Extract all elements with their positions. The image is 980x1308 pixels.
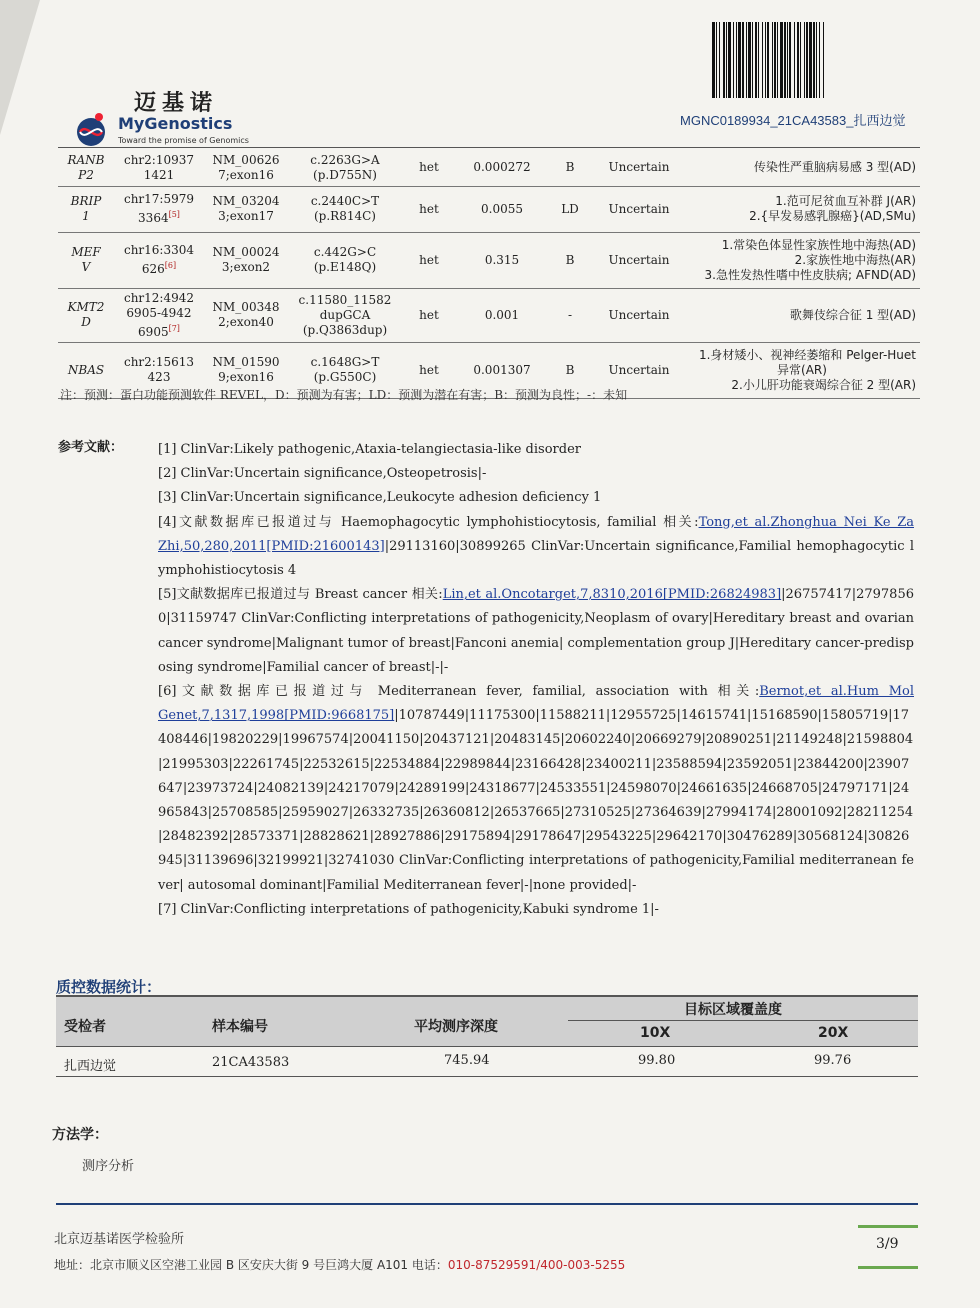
- nucleotide-change-line: (p.E148Q): [313, 260, 377, 274]
- reference-item: [1] ClinVar:Likely pathogenic,Ataxia-telangiectasia-like disorder: [158, 442, 581, 457]
- page-number-bar-bottom: [858, 1266, 918, 1269]
- associated-disease-line: 3.急性发热性嗜中性皮肤病; AFND(AD): [704, 267, 916, 282]
- transcript-line: NM_00626: [212, 152, 280, 167]
- chromosome-position-line: 423: [147, 370, 171, 384]
- clinvar-significance: [592, 186, 686, 232]
- sample-id: MGNC0189934_21CA43583_扎西边觉: [680, 113, 906, 128]
- zygosity-line: het: [419, 307, 439, 322]
- chromosome-position: [114, 232, 204, 288]
- gene-name-line: V: [81, 260, 91, 274]
- nucleotide-change-line: c.442G>C: [313, 245, 377, 259]
- allele-frequency-line: 0.000272: [473, 160, 531, 175]
- header-rule: [58, 147, 920, 148]
- chromosome-position-line: chr12:4942: [123, 290, 195, 305]
- footer-address-text: 地址：北京市顺义区空港工业园 B 区安庆大街 9 号巨鸿大厦 A101 电话：: [54, 1258, 448, 1272]
- zygosity-line: het: [419, 362, 439, 377]
- associated-disease: [686, 342, 920, 398]
- qc-header-sample-no: 样本编号: [212, 1019, 268, 1035]
- reference-marker: [5]: [168, 210, 180, 219]
- transcript-line: 2;exon40: [218, 315, 274, 329]
- associated-disease-line: 2.家族性地中海热(AR): [794, 252, 916, 267]
- chromosome-position: [114, 150, 204, 186]
- folded-corner: [0, 0, 40, 135]
- clinvar-significance-line: Uncertain: [608, 307, 670, 322]
- qc-top-rule: [56, 995, 918, 997]
- gene-name-line: MEF: [71, 245, 101, 259]
- method-title: 方法学：: [52, 1127, 108, 1143]
- nucleotide-change: [288, 232, 402, 288]
- associated-disease-line: 1.常染色体显性家族性地中海热(AD): [721, 237, 916, 252]
- qc-coverage-rule: [568, 1020, 918, 1021]
- clinvar-significance-line: Uncertain: [608, 362, 670, 377]
- references-list: [158, 438, 914, 922]
- transcript-line: 3;exon2: [221, 260, 271, 274]
- prediction-note: 注：预测：蛋白功能预测软件 REVEL，D：预测为有害；LD：预测为潜在有害；B：预测为良性；-：未知: [60, 388, 628, 402]
- prediction: [548, 288, 592, 342]
- nucleotide-change-line: c.1648G>T: [310, 355, 380, 369]
- transcript: [204, 232, 288, 288]
- zygosity: [402, 232, 456, 288]
- page-number-bar-top: [858, 1225, 918, 1228]
- chromosome-position: [114, 288, 204, 342]
- transcript: [204, 288, 288, 342]
- chromosome-position-line: 3364[5]: [138, 210, 180, 225]
- qc-avg-depth: 745.94: [444, 1053, 490, 1068]
- prediction-line: B: [565, 160, 575, 175]
- nucleotide-change: [288, 288, 402, 342]
- zygosity: [402, 186, 456, 232]
- associated-disease: [686, 150, 920, 186]
- associated-disease-line: 2.小儿肝功能衰竭综合征 2 型(AR): [731, 377, 916, 392]
- footer-address: [54, 1256, 625, 1273]
- nucleotide-change-line: c.2440C>T: [310, 194, 380, 208]
- gene-name: [58, 186, 114, 232]
- footer-organization: 北京迈基诺医学检验所: [54, 1232, 185, 1247]
- transcript-line: 3;exon17: [218, 209, 274, 223]
- logo-chinese-name: 迈基诺: [134, 91, 219, 116]
- chromosome-position-line: 6905-4942: [126, 305, 192, 320]
- allele-frequency-line: 0.001: [484, 307, 520, 322]
- clinvar-significance: [592, 150, 686, 186]
- reference-item: [158, 680, 914, 898]
- gene-name: [58, 150, 114, 186]
- prediction-line: B: [565, 362, 575, 377]
- transcript-line: NM_03204: [212, 194, 280, 208]
- qc-title: 质控数据统计：: [56, 978, 162, 996]
- variant-row: [58, 288, 920, 342]
- reference-link[interactable]: Lin,et al.Oncotarget,7,8310,2016[PMID:26824983]: [442, 587, 782, 603]
- associated-disease-line: 2.{早发易感乳腺癌}(AD,SMu): [749, 209, 916, 223]
- variant-row: [58, 150, 920, 186]
- nucleotide-change-line: (p.D755N): [313, 167, 377, 182]
- gene-name-line: D: [81, 315, 91, 329]
- footer-rule: [56, 1203, 918, 1205]
- reference-item: [7] ClinVar:Conflicting interpretations of pathogenicity,Kabuki syndrome 1|-: [158, 901, 659, 917]
- prediction-line: -: [567, 307, 573, 322]
- gene-name-line: KMT2: [67, 300, 105, 314]
- reference-item: [158, 511, 914, 584]
- nucleotide-change-line: (p.R814C): [314, 209, 376, 223]
- logo-tagline: Toward the promise of Genomics: [118, 136, 249, 145]
- associated-disease-line: 传染性严重脑病易感 3 型(AD): [753, 160, 916, 175]
- variant-table: [58, 150, 920, 399]
- reference-item: [3] ClinVar:Uncertain significance,Leukocyte adhesion deficiency 1: [158, 490, 602, 506]
- chromosome-position-line: chr17:5979: [123, 192, 195, 206]
- chromosome-position-line: 6905[7]: [138, 323, 180, 339]
- prediction: [548, 232, 592, 288]
- gene-name-line: 1: [82, 209, 90, 223]
- nucleotide-change-line: c.2263G>A: [310, 152, 380, 167]
- gene-name: [58, 288, 114, 342]
- qc-subject: 扎西边觉: [64, 1059, 117, 1074]
- variant-row: [58, 186, 920, 232]
- prediction: [548, 150, 592, 186]
- clinvar-significance: [592, 232, 686, 288]
- zygosity: [402, 150, 456, 186]
- allele-frequency: [456, 150, 548, 186]
- dna-logo-icon: [68, 112, 114, 146]
- chromosome-position-line: chr16:3304: [123, 243, 195, 257]
- chromosome-position-line: 1421: [143, 167, 175, 182]
- qc-header-20x: 20X: [818, 1025, 849, 1041]
- clinvar-significance-line: Uncertain: [608, 252, 670, 267]
- reference-text: [4]文献数据库已报道过与 Haemophagocytic lymphohistiocytosis, familial 相关:: [158, 514, 699, 530]
- transcript: [204, 150, 288, 186]
- gene-name-line: NBAS: [67, 362, 105, 377]
- page-number: 3/9: [876, 1236, 899, 1252]
- transcript: [204, 186, 288, 232]
- logo-english-name: MyGenostics: [118, 114, 233, 133]
- prediction-line: LD: [561, 201, 579, 216]
- transcript-line: 9;exon16: [218, 370, 274, 384]
- reference-text: |10787449|11175300|11588211|12955725|14615741|15168590|15805719|17408446|19820229|19967574|20041150|20437121|20483145|20602240|20669279|20890251|21149248|21598804|21995303|22261745|22532615|22534884|22989844|23166428|23400211|23588594|23592051|23844200|23907647|23973724|24082139|24217079|24289199|24318677|24533551|24598070|24661635|24668705|24797171|24965843|25708585|25959027|26332735|26360812|26537665|27310525|27364639|27994174|28001092|28211254|28482392|28573371|28828621|28927886|29175894|29178647|29543225|29642170|30476289|30568124|30826945|31139696|32199921|32741030 ClinVar:Conflicting interpretations of pathogenicity,Familial mediterranean fever| autosomal dominant|Familial Mediterranean fever|-|none provided|-: [158, 708, 914, 893]
- footer-phone: 010-87529591/400-003-5255: [447, 1258, 626, 1272]
- qc-header-subject: 受检者: [64, 1019, 106, 1035]
- gene-name-line: P2: [78, 167, 94, 182]
- associated-disease: [686, 186, 920, 232]
- variant-row: [58, 232, 920, 288]
- gene-name-line: RANB: [67, 152, 105, 167]
- associated-disease-line: 1.范可尼贫血互补群 J(AR): [775, 194, 916, 208]
- nucleotide-change-line: (p.G550C): [313, 370, 377, 384]
- transcript-line: 7;exon16: [218, 167, 274, 182]
- associated-disease: [686, 288, 920, 342]
- nucleotide-change-line: dupGCA: [319, 307, 371, 322]
- clinvar-significance: [592, 288, 686, 342]
- qc-20x: 99.76: [814, 1053, 852, 1068]
- barcode-bar: [824, 22, 825, 98]
- allele-frequency-line: 0.001307: [473, 362, 531, 377]
- reference-text: [6]文献数据库已报道过与 Mediterranean fever, familial, association with 相关:: [158, 684, 760, 700]
- chromosome-position-line: chr2:15613: [123, 355, 195, 369]
- qc-sample-no: 21CA43583: [212, 1055, 290, 1070]
- qc-mid-rule: [56, 1046, 918, 1047]
- allele-frequency-line: 0.0055: [481, 201, 523, 216]
- chromosome-position: [114, 186, 204, 232]
- prediction-line: B: [565, 252, 575, 267]
- reference-text: [5]文献数据库已报道过与 Breast cancer 相关:: [158, 587, 443, 603]
- method-text: 测序分析: [82, 1159, 135, 1174]
- qc-header-coverage: 目标区域覆盖度: [684, 1002, 782, 1018]
- transcript-line: NM_01590: [212, 355, 280, 369]
- qc-header-avg-depth: 平均测序深度: [414, 1019, 498, 1035]
- clinvar-significance-line: Uncertain: [608, 201, 670, 216]
- reference-marker: [7]: [168, 323, 180, 333]
- qc-bottom-rule: [56, 1076, 918, 1077]
- references-title: 参考文献：: [58, 440, 124, 455]
- nucleotide-change: [288, 150, 402, 186]
- reference-marker: [6]: [164, 261, 177, 270]
- qc-10x: 99.80: [638, 1053, 676, 1068]
- allele-frequency: [456, 288, 548, 342]
- associated-disease: [686, 232, 920, 288]
- gene-name-line: BRIP: [70, 194, 102, 208]
- nucleotide-change-line: c.11580_11582: [298, 292, 392, 307]
- clinvar-significance-line: Uncertain: [608, 160, 670, 175]
- zygosity: [402, 288, 456, 342]
- zygosity-line: het: [419, 252, 439, 267]
- barcode: [712, 22, 918, 98]
- nucleotide-change-line: (p.Q3863dup): [302, 322, 388, 337]
- nucleotide-change: [288, 186, 402, 232]
- reference-text: |29113160|30899265 ClinVar:Uncertain significance,Familial hemophagocytic lymphohistiocytosis 4: [158, 538, 914, 579]
- company-logo: [68, 82, 308, 152]
- transcript-line: NM_00348: [212, 300, 280, 314]
- transcript-line: NM_00024: [212, 245, 280, 259]
- gene-name: [58, 232, 114, 288]
- zygosity-line: het: [419, 201, 439, 216]
- reference-item: [158, 583, 914, 680]
- chromosome-position-line: 626[6]: [141, 261, 177, 276]
- allele-frequency-line: 0.315: [484, 252, 520, 267]
- associated-disease-line: 异常(AR): [777, 362, 827, 377]
- associated-disease-line: 1.身材矮小、视神经萎缩和 Pelger-Huet: [698, 347, 916, 362]
- reference-text: |26757417|27978560|31159747 ClinVar:Conflicting interpretations of pathogenicity,Neoplasm of ovary|Hereditary breast and ovarian cancer syndrome|Malignant tumor of breast|Fanconi anemia| complementation group J|Hereditary cancer-predisposing syndrome|Familial cancer of breast|-|-: [158, 587, 914, 675]
- allele-frequency: [456, 232, 548, 288]
- prediction: [548, 186, 592, 232]
- chromosome-position-line: chr2:10937: [123, 152, 195, 167]
- reference-link[interactable]: Bernot,et al.Hum Mol Genet,7,1317,1998[PMID:9668175]: [158, 684, 914, 724]
- reference-link[interactable]: Tong,et al.Zhonghua Nei Ke Za Zhi,50,280,2011[PMID:21600143]: [158, 514, 914, 554]
- zygosity-line: het: [419, 160, 439, 175]
- associated-disease-line: 歌舞伎综合征 1 型(AD): [789, 307, 916, 322]
- allele-frequency: [456, 186, 548, 232]
- reference-item: [2] ClinVar:Uncertain significance,Osteopetrosis|-: [158, 466, 487, 482]
- qc-header-10x: 10X: [640, 1025, 671, 1041]
